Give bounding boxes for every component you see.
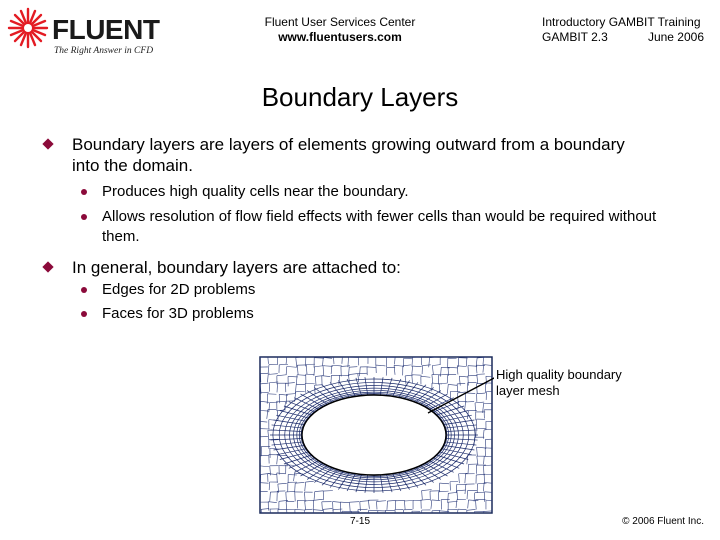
fluent-logo: [6, 6, 166, 56]
dot-bullet-icon: [81, 214, 87, 220]
mesh-edge: [359, 355, 368, 356]
mesh-edge: [493, 420, 494, 429]
bullet-1-text: Boundary layers are layers of elements growing outward from a boundary into the domain.: [72, 135, 625, 175]
logo-wordmark: FLUENT: [52, 14, 160, 45]
mesh-edge: [268, 356, 277, 357]
header-center: [240, 15, 440, 45]
mesh-edge: [368, 355, 378, 356]
header-right: [542, 15, 704, 45]
mesh-edge: [258, 492, 259, 502]
sub-bullet-2-1: [102, 280, 692, 300]
diamond-bullet-icon: [42, 138, 53, 149]
sub-bullet-1-2: [102, 207, 692, 247]
sub-bullet-2-2: [102, 304, 692, 324]
mesh-edge: [395, 355, 403, 356]
starburst-icon: [9, 9, 47, 47]
mesh-edge: [493, 483, 494, 484]
gambit-version: GAMBIT 2.3: [542, 30, 608, 44]
inner-boundary-hole: [302, 395, 446, 475]
mesh-edge: [287, 355, 296, 356]
dot-bullet-icon: [81, 311, 87, 317]
bullet-2-text: In general, boundary layers are attached to:: [72, 258, 401, 277]
bullet-1: [72, 134, 632, 176]
mesh-edge: [493, 457, 494, 466]
sub-bullet-text: Faces for 3D problems: [102, 305, 254, 322]
header-org: Fluent User Services Center: [264, 15, 416, 29]
mesh-edge: [493, 475, 494, 484]
sub-bullet-text: Edges for 2D problems: [102, 281, 256, 298]
mesh-edge: [333, 355, 341, 356]
sub-bullet-1-1: [102, 182, 692, 202]
bullet-2: [72, 257, 632, 278]
sub-bullet-text: Produces high quality cells near the boundary.: [102, 183, 409, 200]
page-number: 7-15: [350, 516, 371, 527]
diamond-bullet-icon: [42, 261, 53, 272]
slide-title: Boundary Layers: [261, 82, 459, 112]
boundary-layer-mesh-figure: [258, 355, 494, 515]
copyright: © 2006 Fluent Inc.: [622, 516, 704, 527]
course-date: June 2006: [647, 30, 704, 44]
mesh-callout-label: High quality boundary layer mesh: [496, 367, 622, 398]
dot-bullet-icon: [81, 287, 87, 293]
logo-tagline: The Right Answer in CFD: [54, 46, 154, 56]
course-title: Introductory GAMBIT Training: [542, 15, 701, 29]
sub-bullet-text: Allows resolution of flow field effects with fewer cells than would be required without them.: [102, 208, 657, 245]
dot-bullet-icon: [81, 189, 87, 195]
header-url[interactable]: www.fluentusers.com: [278, 30, 402, 44]
